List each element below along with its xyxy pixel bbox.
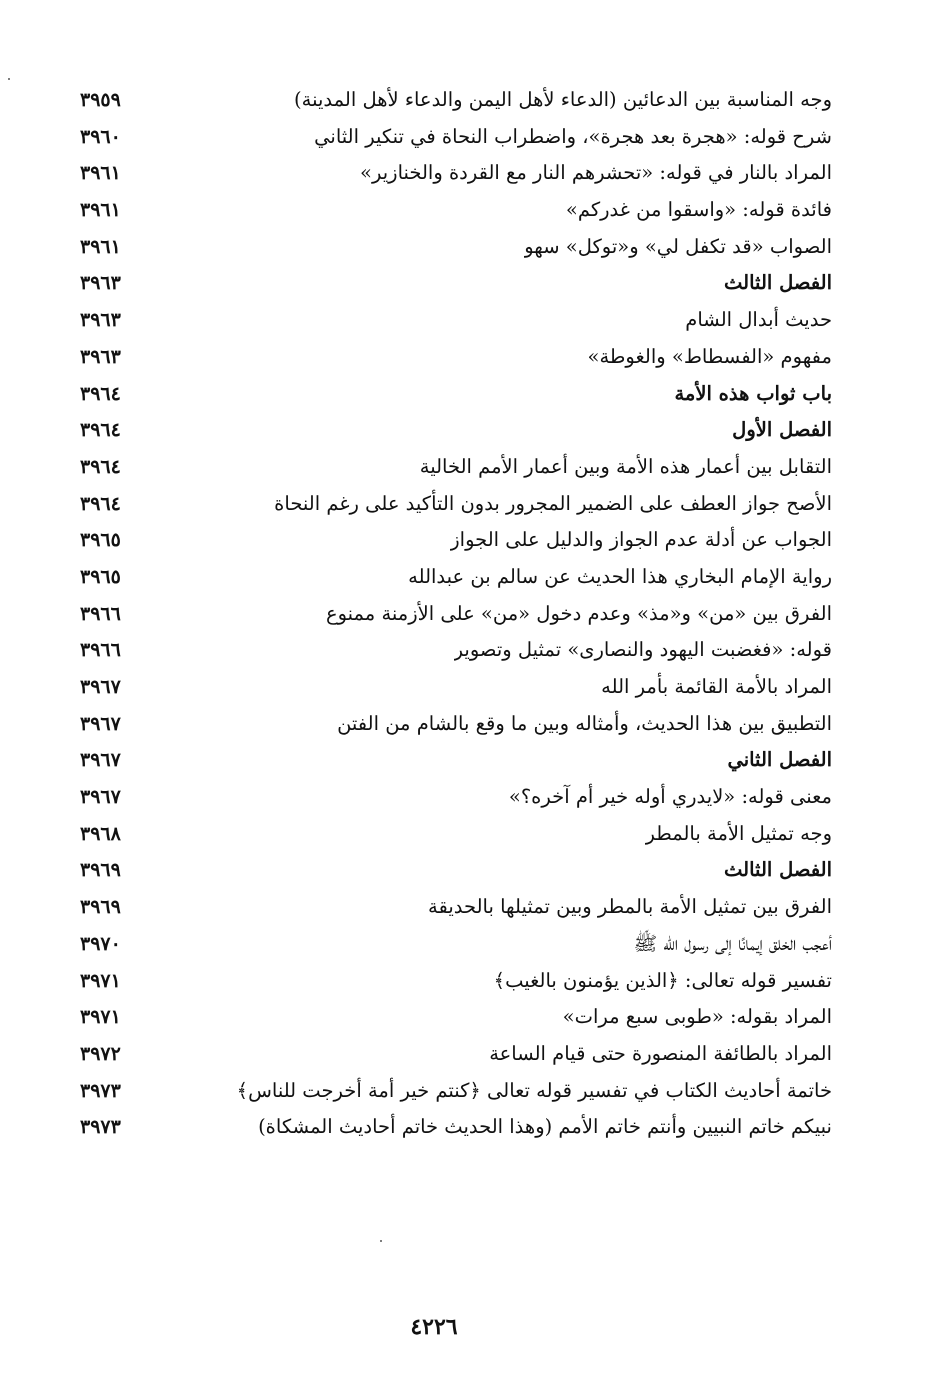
toc-entry-page-number: ٣٩٦١ [80,162,121,185]
toc-entry-page-number: ٣٩٦٨ [80,822,121,845]
toc-section-heading [80,852,832,889]
toc-entry-title: مفهوم «الفسطاط» والغوطة» [587,344,832,368]
toc-entry-title: حديث أبدال الشام [685,308,832,332]
toc-entry-page-number: ٣٩٧١ [80,1006,121,1029]
toc-entry-title: التطبيق بين هذا الحديث، وأمثاله وبين ما وقع بالشام من الفتن [337,711,832,735]
toc-entry-page-number: ٣٩٦٥ [80,529,121,552]
toc-entry [80,449,832,486]
toc-entry-page-number: ٣٩٧٢ [80,1042,121,1065]
toc-entry [80,706,832,743]
toc-entry-title: أعجب الخلق إيمانًا إلى رسول الله ﷺ [633,931,832,955]
toc-entry-page-number: ٣٩٧٣ [80,1079,121,1102]
toc-entry-title: المراد بالطائفة المنصورة حتى قيام الساعة [489,1041,832,1065]
toc-entry [80,889,832,926]
toc-entry-title: شرح قوله: «هجرة بعد هجرة»، واضطراب النحاة في تنكير الثاني [314,124,832,148]
toc-entry [80,926,832,963]
toc-entry [80,192,832,229]
toc-entry [80,596,832,633]
toc-entry [80,1073,832,1110]
toc-entry-page-number: ٣٩٦٥ [80,565,121,588]
toc-entry [80,779,832,816]
toc-entry-page-number: ٣٩٦٩ [80,859,121,882]
toc-entry-title: الفرق بين «من» و«مذ» وعدم دخول «من» على الأزمنة ممنوع [325,601,832,625]
toc-entry-title: رواية الإمام البخاري هذا الحديث عن سالم بن عبدالله [408,564,832,588]
toc-entry-page-number: ٣٩٦٣ [80,345,121,368]
toc-entry-page-number: ٣٩٧٣ [80,1116,121,1139]
toc-entry-page-number: ٣٩٥٩ [80,89,121,111]
toc-entry-title: قوله: «فغضبت اليهود والنصارى» تمثيل وتصوير [453,638,832,662]
toc-entry [80,82,832,119]
toc-entry-title: وجه تمثيل الأمة بالمطر [645,821,832,845]
toc-section-heading [80,265,832,302]
toc-entry [80,119,832,156]
toc-entry [80,669,832,706]
toc-entry-page-number: ٣٩٦٧ [80,712,121,735]
toc-entry-title: المراد بالنار في قوله: «تحشرهم النار مع القردة والخنازير» [360,161,832,185]
toc-entry-page-number: ٣٩٧١ [80,969,121,992]
toc-entry-page-number: ٣٩٦٠ [80,125,121,148]
toc-entry-title: الفصل الثالث [724,858,832,882]
toc-entry [80,632,832,669]
toc-entry-page-number: ٣٩٦٤ [80,492,121,515]
toc-entry-page-number: ٣٩٧٠ [80,932,121,955]
toc-entry [80,963,832,1000]
toc-entry-title: خاتمة أحاديث الكتاب في تفسير قوله تعالى ﴿كنتم خير أمة أخرجت للناس﴾ [236,1078,832,1102]
toc-entry-title: الأصح جواز العطف على الضمير المجرور بدون التأكيد على رغم النحاة [274,491,832,515]
toc-entry [80,1109,832,1146]
toc-entry [80,155,832,192]
toc-entry-title: فائدة قوله: «واسقوا من غدركم» [565,198,832,222]
toc-entry [80,999,832,1036]
toc-entry-title: الصواب «قد تكفل لي» و«توكل» سهو [524,234,832,258]
toc-entry-title: وجه المناسبة بين الدعائين (الدعاء لأهل اليمن والدعاء لأهل المدينة) [294,88,832,111]
toc-entry-page-number: ٣٩٦٣ [80,272,121,295]
toc-entry-page-number: ٣٩٦١ [80,235,121,258]
toc-section-heading [80,412,832,449]
table-of-contents [80,82,832,1146]
toc-entry [80,339,832,376]
toc-entry-title: الجواب عن أدلة عدم الجواز والدليل على الجواز [450,528,832,552]
toc-entry-title: الفصل الأول [732,418,832,442]
toc-entry-page-number: ٣٩٦٣ [80,309,121,332]
toc-entry-title: معنى قوله: «لايدري أوله خير أم آخره؟» [508,785,832,809]
toc-entry-page-number: ٣٩٦٧ [80,749,121,772]
toc-entry-page-number: ٣٩٦٦ [80,639,121,662]
toc-entry-page-number: ٣٩٦٧ [80,676,121,698]
toc-entry-title: المراد بالأمة القائمة بأمر الله [601,675,832,698]
toc-section-heading [80,376,832,413]
toc-entry [80,522,832,559]
toc-entry-title: الفصل الثاني [727,748,832,772]
toc-entry-title: الفرق بين تمثيل الأمة بالمطر وبين تمثيلها بالحديقة [428,895,832,919]
toc-entry-page-number: ٣٩٦٧ [80,786,121,809]
scan-speck [380,1240,382,1242]
toc-entry [80,559,832,596]
toc-entry-page-number: ٣٩٦٩ [80,896,121,919]
toc-entry [80,816,832,853]
toc-entry [80,1036,832,1073]
toc-entry-page-number: ٣٩٦٦ [80,602,121,625]
page-number: ٤٢٢٦ [410,1314,458,1340]
toc-entry-title: التقابل بين أعمار هذه الأمة وبين أعمار الأمم الخالية [419,454,832,478]
toc-entry-title: باب ثواب هذه الأمة [674,381,832,405]
toc-entry-title: تفسير قوله تعالى: ﴿الذين يؤمنون بالغيب﴾ [493,968,832,992]
scan-speck [8,78,10,80]
toc-entry-page-number: ٣٩٦٤ [80,455,121,478]
toc-entry [80,486,832,523]
toc-section-heading [80,742,832,779]
toc-entry-page-number: ٣٩٦١ [80,199,121,222]
toc-entry-page-number: ٣٩٦٤ [80,419,121,442]
toc-entry [80,302,832,339]
toc-entry-title: الفصل الثالث [724,271,832,295]
toc-entry [80,229,832,266]
toc-entry-title: المراد بقوله: «طوبى سبع مرات» [562,1005,832,1029]
toc-entry-page-number: ٣٩٦٤ [80,382,121,405]
toc-entry-title: نبيكم خاتم النبيين وأنتم خاتم الأمم (وهذا الحديث خاتم أحاديث المشكاة) [258,1115,832,1139]
